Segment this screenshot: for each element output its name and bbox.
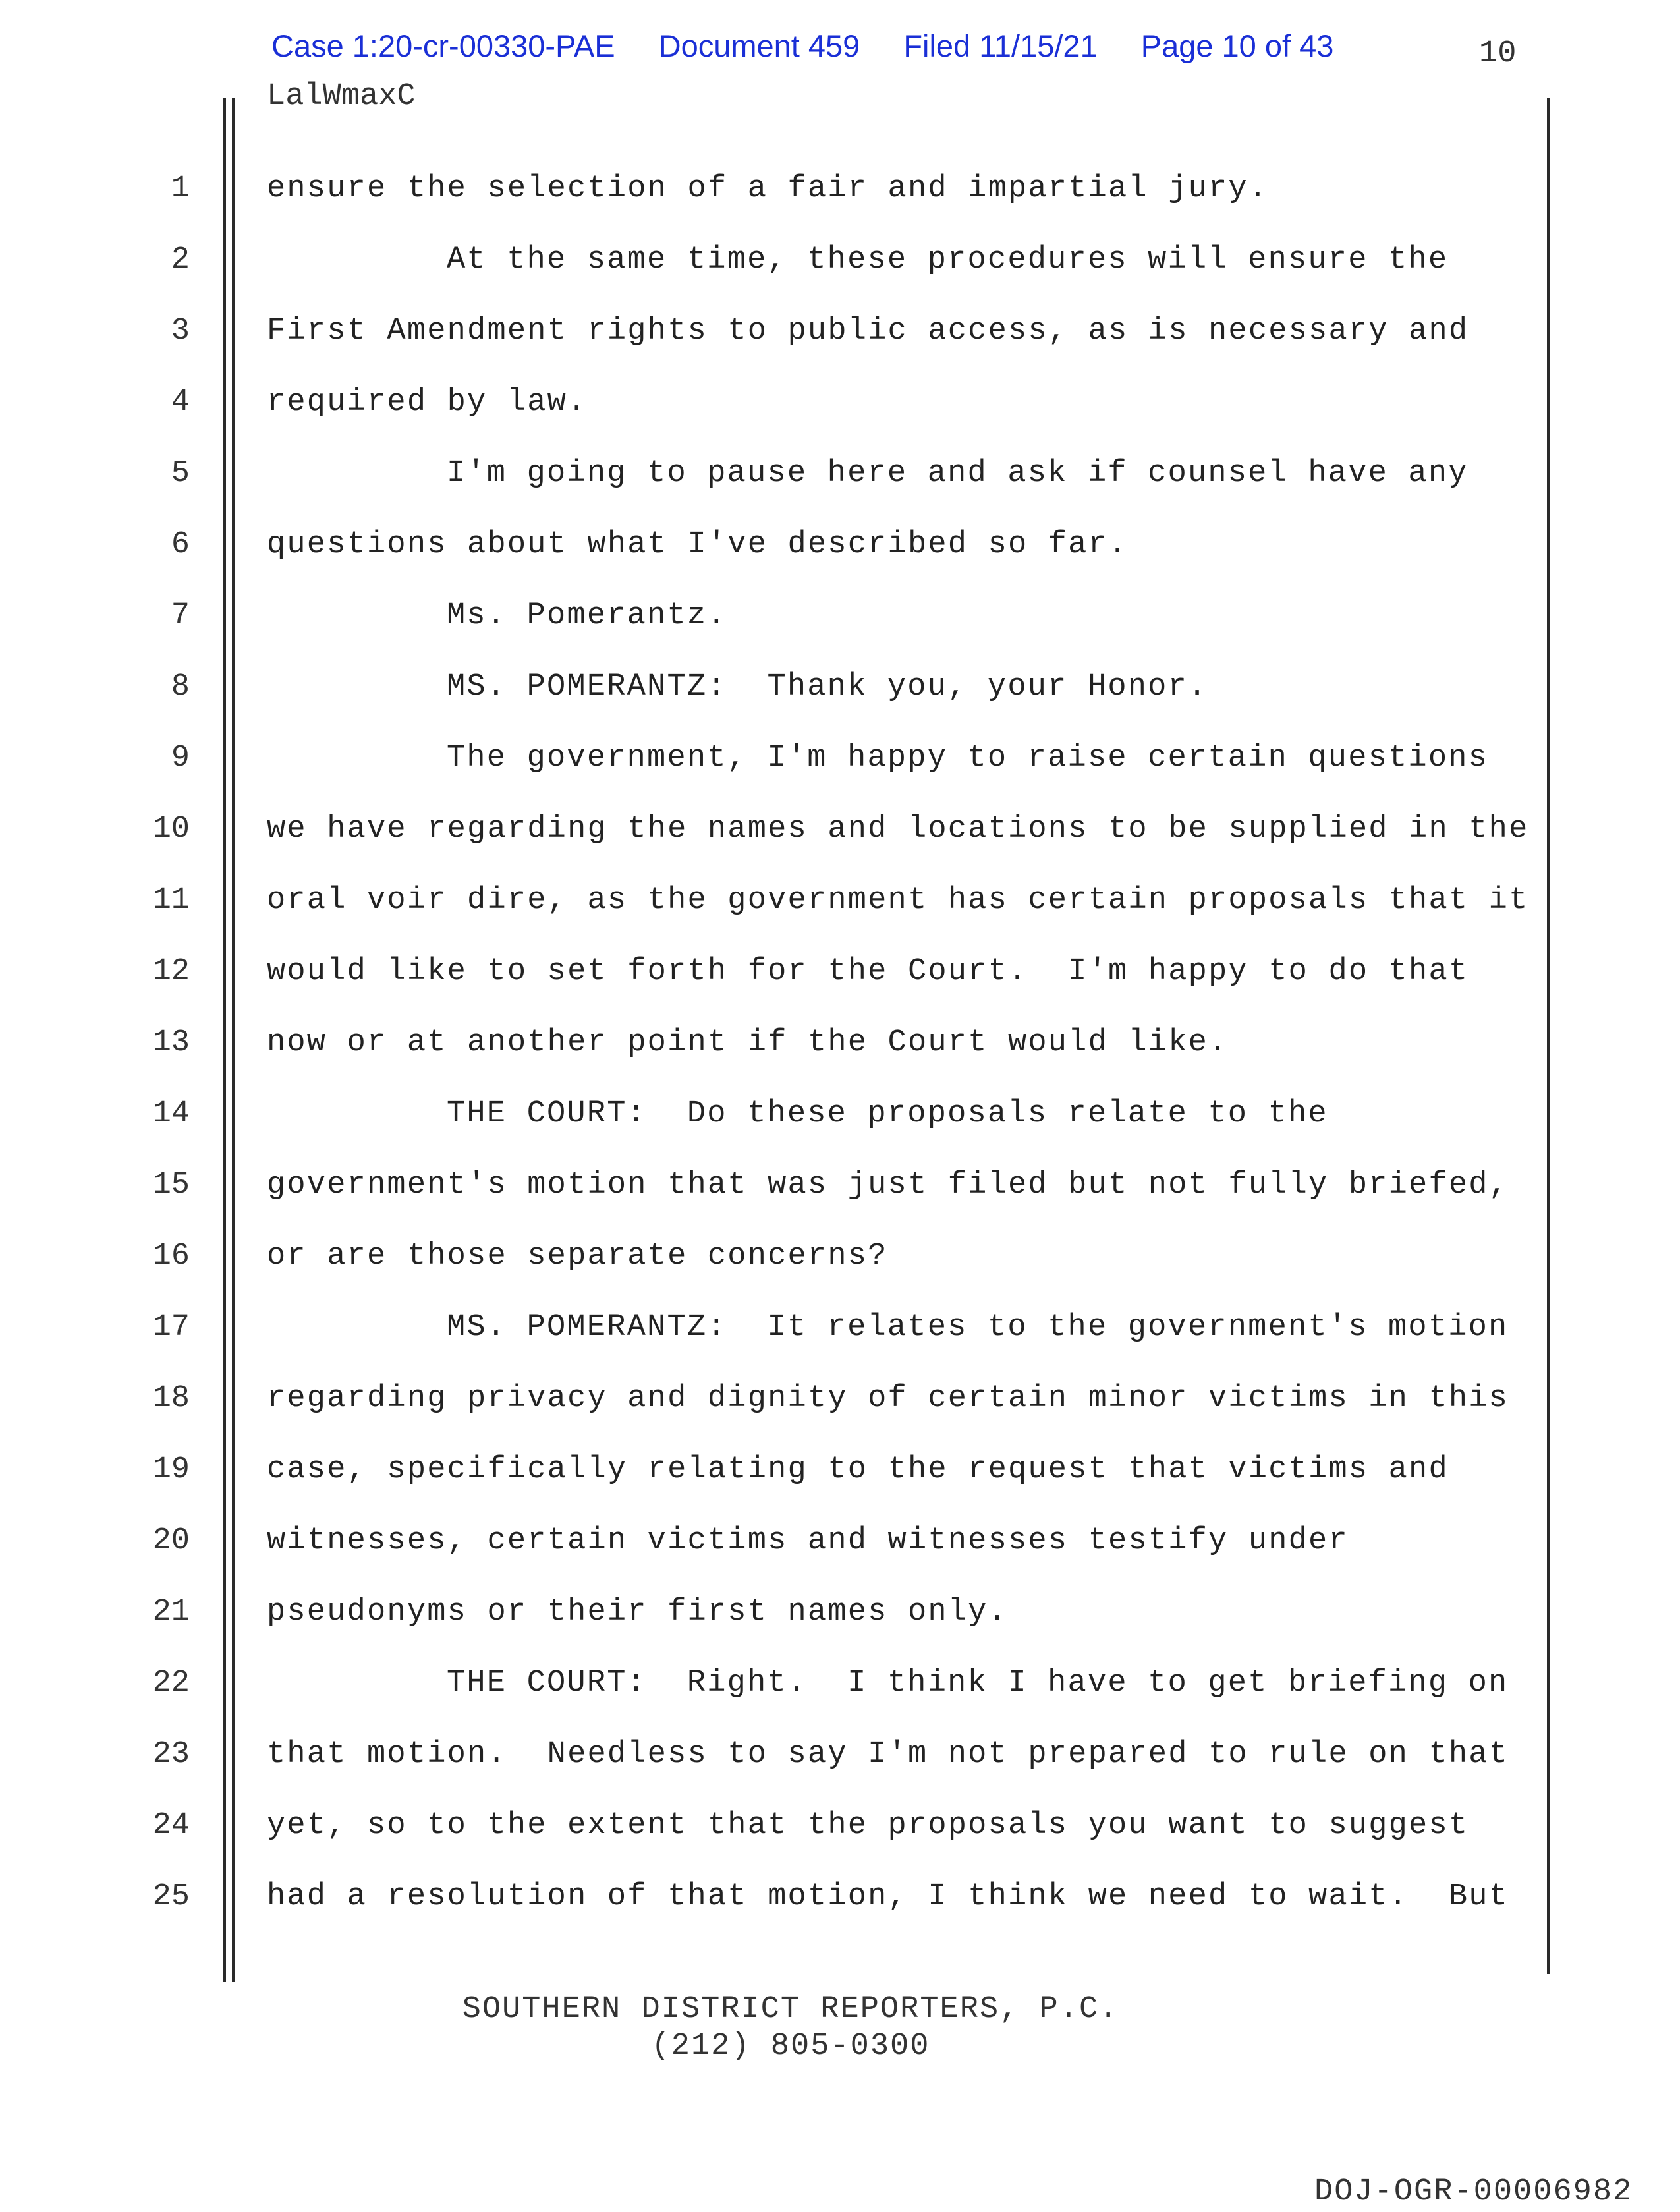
transcript-line — [0, 1666, 1680, 1737]
transcript-line — [0, 1452, 1680, 1523]
transcript-line — [0, 385, 1680, 456]
line-number: 18 — [152, 1381, 190, 1416]
line-number: 23 — [152, 1737, 190, 1772]
line-number: 7 — [171, 598, 190, 633]
line-number: 6 — [171, 527, 190, 562]
transcript-line — [0, 1025, 1680, 1096]
page-number: 10 — [1479, 36, 1517, 71]
transcript-line — [0, 954, 1680, 1025]
line-text: or are those separate concerns? — [267, 1239, 888, 1274]
line-number: 14 — [152, 1096, 190, 1131]
transcript-line — [0, 171, 1680, 242]
line-number: 24 — [152, 1808, 190, 1843]
line-text: MS. POMERANTZ: Thank you, your Honor. — [447, 669, 1208, 704]
line-text: regarding privacy and dignity of certain minor victims in this — [267, 1381, 1509, 1416]
transcript-line — [0, 1879, 1680, 1950]
transcript-line — [0, 1737, 1680, 1808]
line-number: 17 — [152, 1310, 190, 1345]
ecf-case-number: Case 1:20-cr-00330-PAE — [271, 28, 615, 63]
line-text: yet, so to the extent that the proposals you want to suggest — [267, 1808, 1469, 1843]
ecf-header — [271, 28, 1333, 64]
transcript-line — [0, 883, 1680, 954]
line-text: I'm going to pause here and ask if counsel have any — [447, 456, 1469, 491]
transcript-line — [0, 1381, 1680, 1452]
line-number: 19 — [152, 1452, 190, 1487]
transcript-id: LalWmaxC — [267, 79, 416, 114]
line-text: MS. POMERANTZ: It relates to the government's motion — [447, 1310, 1509, 1345]
line-number: 11 — [152, 883, 190, 918]
ecf-filed-date: Filed 11/15/21 — [903, 28, 1098, 63]
line-text: we have regarding the names and locations to be supplied in the — [267, 812, 1529, 847]
bates-number: DOJ-OGR-00006982 — [1314, 2174, 1633, 2209]
transcript-line — [0, 456, 1680, 527]
transcript-line — [0, 1168, 1680, 1239]
line-text: At the same time, these procedures will ensure the — [447, 242, 1449, 277]
line-number: 9 — [171, 741, 190, 776]
line-text: required by law. — [267, 385, 588, 420]
line-text: government's motion that was just filed but not fully briefed, — [267, 1168, 1509, 1203]
line-text: ensure the selection of a fair and impartial jury. — [267, 171, 1269, 206]
line-text: now or at another point if the Court would like. — [267, 1025, 1229, 1060]
transcript-line — [0, 242, 1680, 314]
line-number: 20 — [152, 1523, 190, 1558]
transcript-line — [0, 1239, 1680, 1310]
line-number: 25 — [152, 1879, 190, 1914]
line-number: 3 — [171, 314, 190, 349]
line-text: First Amendment rights to public access, as is necessary and — [267, 314, 1469, 349]
transcript-line — [0, 1310, 1680, 1381]
reporter-footer — [0, 1991, 1581, 2065]
line-number: 12 — [152, 954, 190, 989]
transcript-line — [0, 314, 1680, 385]
ecf-page-count: Page 10 of 43 — [1140, 28, 1334, 63]
line-text: case, specifically relating to the request that victims and — [267, 1452, 1449, 1487]
ecf-document-number: Document 459 — [658, 28, 860, 63]
transcript-line — [0, 1096, 1680, 1168]
transcript-line — [0, 1595, 1680, 1666]
line-number: 21 — [152, 1595, 190, 1630]
line-number: 1 — [171, 171, 190, 206]
transcript-line — [0, 1808, 1680, 1879]
line-text: would like to set forth for the Court. I'm happy to do that — [267, 954, 1469, 989]
line-text: THE COURT: Do these proposals relate to the — [447, 1096, 1328, 1131]
line-number: 15 — [152, 1168, 190, 1203]
line-text: had a resolution of that motion, I think we need to wait. But — [267, 1879, 1509, 1914]
line-number: 16 — [152, 1239, 190, 1274]
line-text: oral voir dire, as the government has certain proposals that it — [267, 883, 1529, 918]
transcript-line — [0, 812, 1680, 883]
reporter-phone: (212) 805-0300 — [651, 2029, 930, 2064]
line-number: 10 — [152, 812, 190, 847]
transcript-line — [0, 1523, 1680, 1595]
line-text: that motion. Needless to say I'm not prepared to rule on that — [267, 1737, 1509, 1772]
line-number: 4 — [171, 385, 190, 420]
line-text: witnesses, certain victims and witnesses testify under — [267, 1523, 1349, 1558]
line-number: 2 — [171, 242, 190, 277]
line-text: pseudonyms or their first names only. — [267, 1595, 1008, 1630]
transcript-line — [0, 669, 1680, 741]
line-text: questions about what I've described so far. — [267, 527, 1129, 562]
reporter-name: SOUTHERN DISTRICT REPORTERS, P.C. — [462, 1992, 1119, 2027]
line-text: Ms. Pomerantz. — [447, 598, 727, 633]
transcript-line — [0, 598, 1680, 669]
line-number: 13 — [152, 1025, 190, 1060]
transcript-line — [0, 741, 1680, 812]
line-number: 8 — [171, 669, 190, 704]
transcript-lines — [0, 171, 1680, 1950]
transcript-line — [0, 527, 1680, 598]
line-number: 5 — [171, 456, 190, 491]
line-number: 22 — [152, 1666, 190, 1701]
line-text: THE COURT: Right. I think I have to get briefing on — [447, 1666, 1509, 1701]
line-text: The government, I'm happy to raise certain questions — [447, 741, 1489, 776]
